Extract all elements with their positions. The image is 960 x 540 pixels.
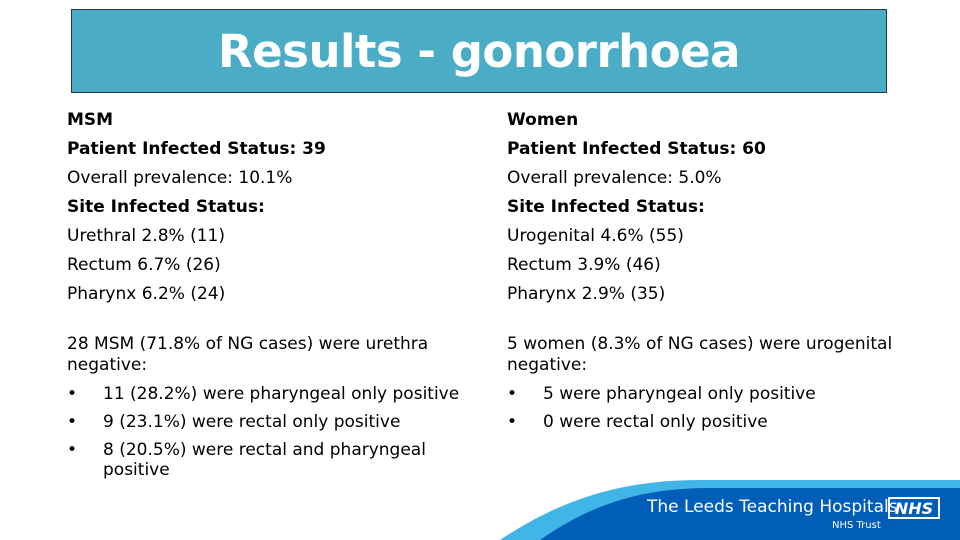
bullet-icon: •	[507, 412, 518, 432]
msm-site-heading: Site Infected Status:	[67, 197, 265, 217]
women-site-rectum: Rectum 3.9% (46)	[507, 255, 661, 275]
org-trust: NHS Trust	[832, 520, 881, 531]
org-name: The Leeds Teaching Hospitals	[647, 497, 898, 517]
women-site-urogenital: Urogenital 4.6% (55)	[507, 226, 684, 246]
msm-heading: MSM	[67, 110, 114, 130]
women-site-pharynx: Pharynx 2.9% (35)	[507, 284, 666, 304]
women-summary: 5 women (8.3% of NG cases) were urogenital negative:	[507, 334, 893, 375]
list-item: • 0 were rectal only positive	[507, 412, 768, 432]
list-item: • 5 were pharyngeal only positive	[507, 384, 816, 404]
women-patient-status: Patient Infected Status: 60	[507, 139, 766, 159]
msm-patient-status: Patient Infected Status: 39	[67, 139, 326, 159]
msm-site-pharynx: Pharynx 6.2% (24)	[67, 284, 226, 304]
women-heading: Women	[507, 110, 579, 130]
title-banner	[71, 9, 887, 93]
bullet-icon: •	[67, 384, 78, 404]
msm-summary: 28 MSM (71.8% of NG cases) were urethra negative:	[67, 334, 429, 375]
bullet-icon: •	[507, 384, 518, 404]
women-site-heading: Site Infected Status:	[507, 197, 705, 217]
women-bullet-list	[507, 384, 927, 432]
msm-prevalence: Overall prevalence: 10.1%	[67, 168, 293, 188]
slide-title: Results - gonorrhoea	[217, 24, 741, 78]
bullet-icon: •	[67, 440, 78, 460]
msm-column	[67, 106, 487, 488]
list-item: • 9 (23.1%) were rectal only positive	[67, 412, 401, 432]
women-prevalence: Overall prevalence: 5.0%	[507, 168, 722, 188]
msm-site-rectum: Rectum 6.7% (26)	[67, 255, 221, 275]
list-item: • 11 (28.2%) were pharyngeal only positive	[67, 384, 460, 404]
women-column	[507, 106, 927, 440]
bullet-icon: •	[67, 412, 78, 432]
nhs-logo-icon: NHS	[888, 497, 940, 519]
msm-bullet-list	[67, 384, 487, 480]
list-item: • 8 (20.5%) were rectal and pharyngeal positive	[67, 440, 426, 480]
msm-site-urethral: Urethral 2.8% (11)	[67, 226, 225, 246]
